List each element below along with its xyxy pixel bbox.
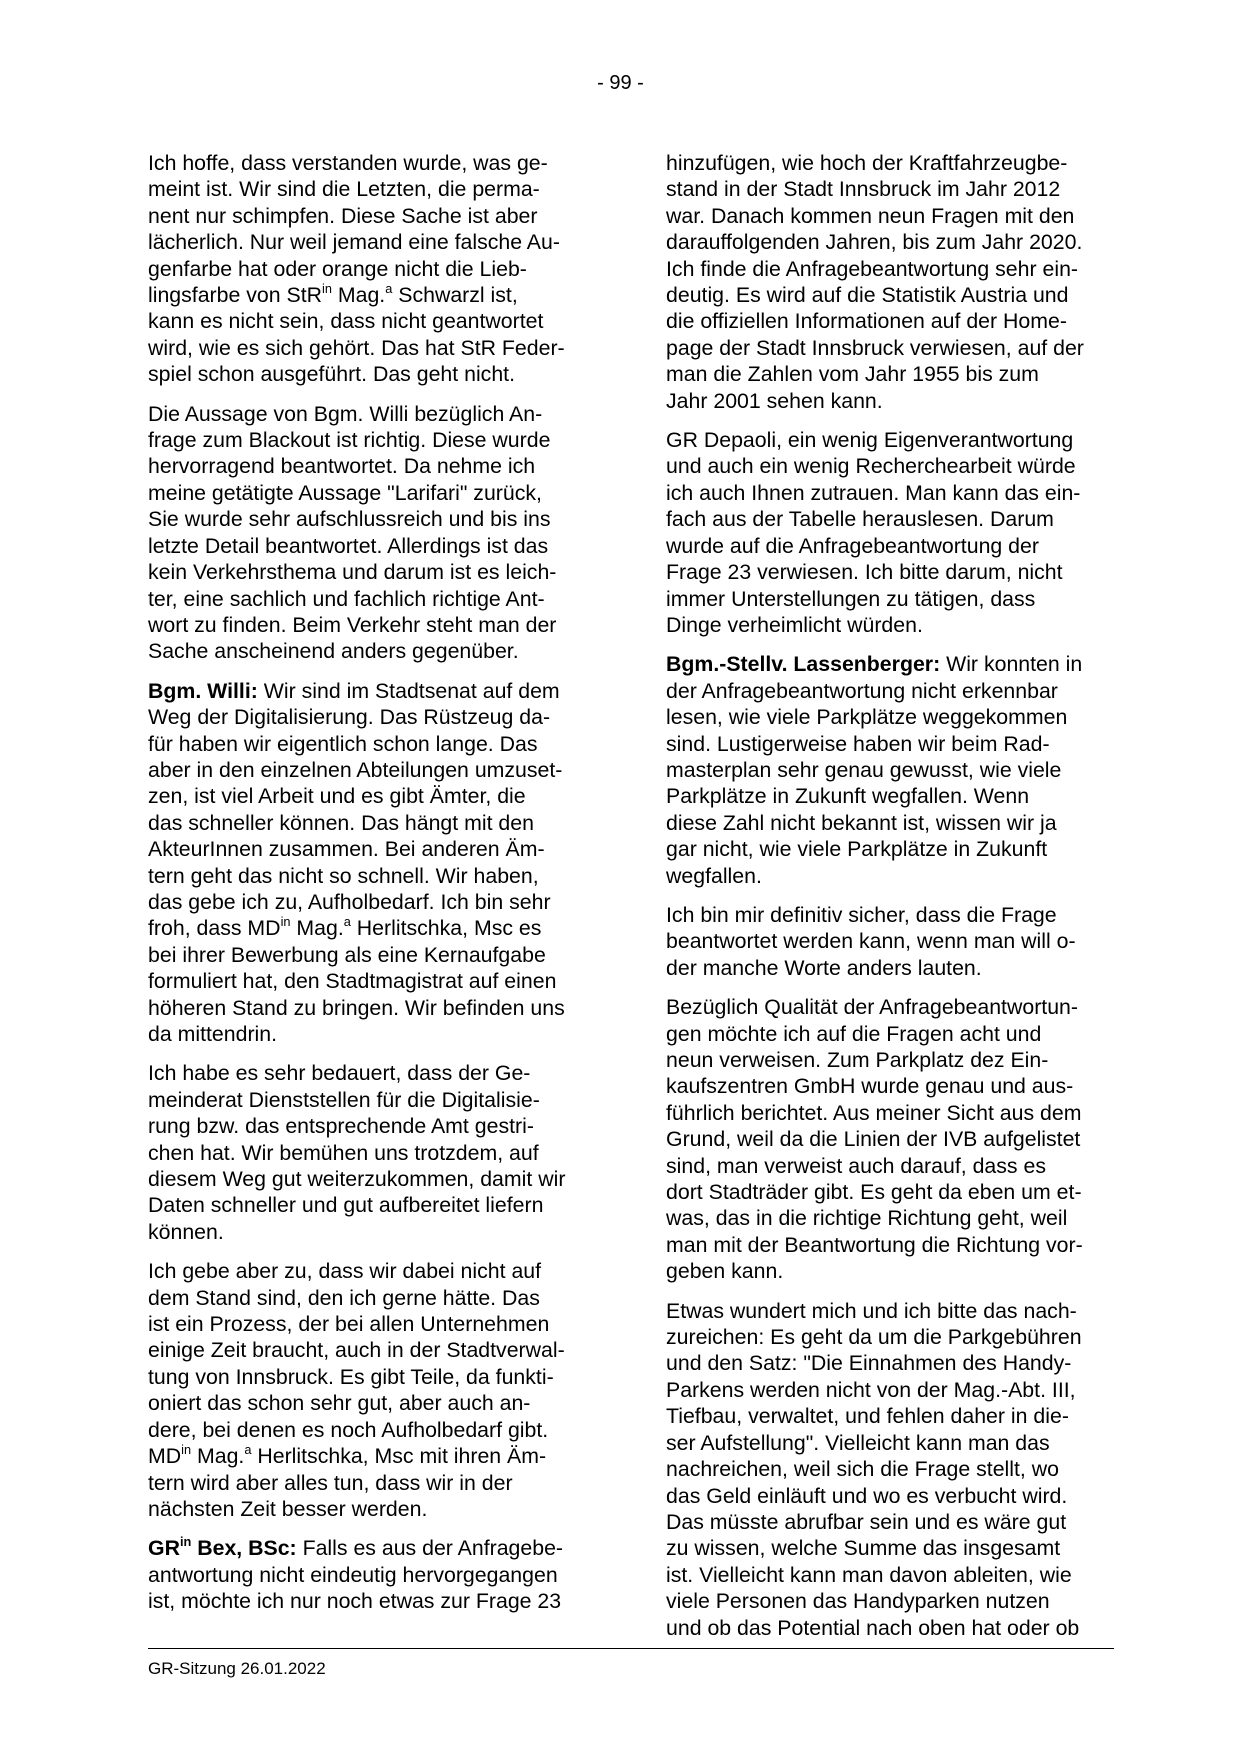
text-run: Herlitschka, Msc es: [350, 916, 542, 941]
text-run: was, das in die richtige Richtung geht, weil: [666, 1206, 1068, 1231]
right-column: [666, 150, 1114, 1654]
text-run: diesem Weg gut weiterzukommen, damit wir: [148, 1167, 566, 1192]
text-run: bei ihrer Bewerbung als eine Kernaufgabe: [148, 942, 546, 967]
text-run: tern wird aber alles tun, dass wir in der: [148, 1470, 513, 1495]
superscript: in: [322, 280, 332, 296]
text-run: darauffolgenden Jahren, bis zum Jahr 2020.: [666, 230, 1083, 255]
paragraph: [148, 678, 596, 1048]
paragraph: [148, 1258, 596, 1522]
text-run: frage zum Blackout ist richtig. Diese wurde: [148, 428, 551, 453]
text-run: Weg der Digitalisierung. Das Rüstzeug da-: [148, 705, 551, 730]
text-run: oniert das schon sehr gut, aber auch an-: [148, 1391, 531, 1416]
text-run: können.: [148, 1219, 224, 1244]
superscript: a: [244, 1441, 252, 1457]
text-run: Schwarzl ist,: [392, 283, 518, 308]
text-run: der Anfragebeantwortung nicht erkennbar: [666, 678, 1058, 703]
text-run: Etwas wundert mich und ich bitte das nach-: [666, 1298, 1077, 1323]
text-run: dort Stadträder gibt. Es geht da eben um et-: [666, 1180, 1082, 1205]
text-run: ist ein Prozess, der bei allen Unternehmen: [148, 1312, 550, 1337]
text-run: man die Zahlen vom Jahr 1955 bis zum: [666, 362, 1039, 387]
text-run: Ich hoffe, dass verstanden wurde, was ge-: [148, 151, 548, 175]
text-run: das gebe ich zu, Aufholbedarf. Ich bin sehr: [148, 889, 551, 914]
text-run: führlich berichtet. Aus meiner Sicht aus dem: [666, 1100, 1082, 1125]
text-run: Ich gebe aber zu, dass wir dabei nicht auf: [148, 1259, 542, 1284]
text-run: viele Personen das Handyparken nutzen: [666, 1589, 1050, 1614]
text-run: diese Zahl nicht bekannt ist, wissen wir ja: [666, 810, 1057, 835]
text-run: masterplan sehr genau gewusst, wie viele: [666, 757, 1062, 782]
text-run: Parkens werden nicht von der Mag.-Abt. III,: [666, 1377, 1076, 1402]
text-run: war. Danach kommen neun Fragen mit den: [666, 203, 1075, 228]
text-run: ist. Vielleicht kann man davon ableiten, wie: [666, 1562, 1072, 1587]
text-run: Mag.: [191, 1444, 245, 1469]
paragraph: [148, 401, 596, 665]
text-run: sind. Lustigerweise haben wir beim Rad-: [666, 731, 1050, 756]
text-run: einige Zeit braucht, auch in der Stadtverwal-: [148, 1338, 565, 1363]
text-run: stand in der Stadt Innsbruck im Jahr 2012: [666, 177, 1061, 202]
text-run: formuliert hat, den Stadtmagistrat auf einen: [148, 969, 557, 994]
text-run: letzte Detail beantwortet. Allerdings ist das: [148, 533, 549, 558]
text-run: neun verweisen. Zum Parkplatz dez Ein-: [666, 1048, 1049, 1072]
speaker-superscript: in: [179, 1533, 192, 1549]
paragraph: [148, 150, 596, 388]
text-run: kann es nicht sein, dass nicht geantwortet: [148, 309, 544, 334]
text-run: geben kann.: [666, 1259, 784, 1284]
text-run: Ich bin mir definitiv sicher, dass die Frage: [666, 902, 1057, 927]
text-run: ter, eine sachlich und fachlich richtige Ant-: [148, 586, 545, 611]
text-run: höheren Stand zu bringen. Wir befinden uns: [148, 995, 565, 1020]
text-run: das schneller können. Das hängt mit den: [148, 810, 534, 835]
text-run: wird, wie es sich gehört. Das hat StR Feder-: [148, 335, 565, 360]
text-run: Herlitschka, Msc mit ihren Äm-: [251, 1444, 547, 1469]
text-run: lesen, wie viele Parkplätze weggekommen: [666, 705, 1068, 730]
text-run: man mit der Beantwortung die Richtung vor-: [666, 1232, 1083, 1257]
text-run: deutig. Es wird auf die Statistik Austria und: [666, 283, 1069, 308]
text-run: hinzufügen, wie hoch der Kraftfahrzeugbe-: [666, 151, 1068, 175]
text-run: dem Stand sind, den ich gerne hätte. Das: [148, 1285, 540, 1310]
footer-text: GR-Sitzung 26.01.2022: [148, 1659, 326, 1678]
text-run: Mag.: [331, 283, 386, 308]
text-run: die offiziellen Informationen auf der Home-: [666, 309, 1067, 334]
paragraph: [666, 902, 1114, 981]
text-run: meint ist. Wir sind die Letzten, die perma-: [148, 177, 540, 202]
text-run: wort zu finden. Beim Verkehr steht man der: [148, 612, 557, 637]
text-run: zu wissen, welche Summe das insgesamt: [666, 1536, 1061, 1561]
text-run: aber in den einzelnen Abteilungen umzuset-: [148, 757, 563, 782]
text-run: dere, bei denen es noch Aufholbedarf gibt.: [148, 1417, 549, 1442]
text-run: Frage 23 verwiesen. Ich bitte darum, nicht: [666, 560, 1063, 585]
text-run: kaufszentren GmbH wurde genau und aus-: [666, 1074, 1074, 1099]
speaker-name: Bgm. Willi:: [148, 678, 258, 703]
text-run: chen hat. Wir bemühen uns trotzdem, auf: [148, 1140, 539, 1165]
text-run: sind, man verweist auch darauf, dass es: [666, 1153, 1046, 1178]
speaker-name: Bgm.-Stellv. Lassenberger:: [666, 652, 941, 677]
text-run: gar nicht, wie viele Parkplätze in Zukunft: [666, 837, 1048, 862]
paragraph: [666, 150, 1114, 414]
text-run: tung von Innsbruck. Es gibt Teile, da funkti-: [148, 1364, 554, 1389]
text-run: genfarbe hat oder orange nicht die Lieb-: [148, 256, 527, 281]
text-run: Sache anscheinend anders gegenüber.: [148, 639, 519, 664]
text-run: Wir konnten in: [940, 652, 1083, 677]
text-run: wegfallen.: [666, 863, 762, 888]
text-run: Grund, weil da die Linien der IVB aufgelistet: [666, 1127, 1081, 1152]
superscript: in: [280, 914, 291, 930]
text-run: AkteurInnen zusammen. Bei anderen Äm-: [148, 837, 545, 862]
page-number: - 99 -: [597, 72, 644, 94]
text-run: nächsten Zeit besser werden.: [148, 1496, 428, 1521]
superscript: a: [343, 914, 351, 930]
text-run: Tiefbau, verwaltet, und fehlen daher in die-: [666, 1404, 1069, 1429]
text-run: und den Satz: "Die Einnahmen des Handy-: [666, 1351, 1072, 1376]
speaker-name: GR: [148, 1536, 180, 1561]
text-run: immer Unterstellungen zu tätigen, dass: [666, 586, 1036, 611]
paragraph: [148, 1060, 596, 1245]
text-run: Dinge verheimlicht würden.: [666, 612, 923, 637]
text-run: Mag.: [290, 916, 344, 941]
text-run: und ob das Potential nach oben hat oder ob: [666, 1615, 1080, 1640]
text-run: wurde auf die Anfragebeantwortung der: [666, 533, 1039, 558]
paragraph: [666, 1298, 1114, 1641]
text-run: Jahr 2001 sehen kann.: [666, 388, 883, 413]
text-run: der manche Worte anders lauten.: [666, 955, 982, 980]
text-run: Wir sind im Stadtsenat auf dem: [257, 678, 560, 703]
text-run: Ich habe es sehr bedauert, dass der Ge-: [148, 1061, 531, 1086]
superscript: in: [181, 1441, 192, 1457]
text-run: lingsfarbe von StR: [148, 283, 323, 308]
text-run: spiel schon ausgeführt. Das geht nicht.: [148, 362, 515, 387]
text-run: ser Aufstellung". Vielleicht kann man das: [666, 1430, 1050, 1455]
text-run: rung bzw. das entsprechende Amt gestri-: [148, 1114, 534, 1139]
text-run: das Geld einläuft und wo es verbucht wird.: [666, 1483, 1068, 1508]
paragraph: [666, 994, 1114, 1284]
text-run: Die Aussage von Bgm. Willi bezüglich An-: [148, 401, 543, 426]
paragraph: [148, 1535, 596, 1614]
text-run: Falls es aus der Anfragebe-: [296, 1536, 564, 1561]
footer-rule: [148, 1648, 1114, 1649]
text-run: gen möchte ich auf die Fragen acht und: [666, 1021, 1042, 1046]
text-run: Parkplätze in Zukunft wegfallen. Wenn: [666, 784, 1030, 809]
text-run: antwortung nicht eindeutig hervorgegangen: [148, 1562, 558, 1587]
text-run: kein Verkehrsthema und darum ist es leich-: [148, 560, 557, 585]
text-run: Bezüglich Qualität der Anfragebeantwortun-: [666, 995, 1078, 1020]
text-run: Sie wurde sehr aufschlussreich und bis ins: [148, 507, 551, 532]
text-run: meine getätigte Aussage "Larifari" zurück,: [148, 480, 542, 505]
text-run: MD: [148, 1444, 182, 1469]
speaker-name: Bex, BSc:: [191, 1536, 297, 1561]
text-run: beantwortet werden kann, wenn man will o-: [666, 929, 1076, 954]
paragraph: [666, 651, 1114, 889]
text-run: da mittendrin.: [148, 1022, 278, 1046]
text-run: GR Depaoli, ein wenig Eigenverantwortung: [666, 428, 1074, 453]
text-run: nachreichen, weil sich die Frage stellt, wo: [666, 1457, 1059, 1482]
text-run: fach aus der Tabelle herauslesen. Darum: [666, 507, 1054, 532]
text-run: page der Stadt Innsbruck verwiesen, auf der: [666, 335, 1084, 360]
paragraph: [666, 427, 1114, 638]
superscript: a: [385, 280, 393, 296]
text-run: ist, möchte ich nur noch etwas zur Frage 23: [148, 1589, 562, 1614]
text-run: Daten schneller und gut aufbereitet liefern: [148, 1193, 544, 1218]
text-run: lächerlich. Nur weil jemand eine falsche Au-: [148, 230, 560, 255]
text-run: und auch ein wenig Recherchearbeit würde: [666, 454, 1076, 479]
text-run: Ich finde die Anfragebeantwortung sehr ein-: [666, 256, 1079, 281]
text-run: zen, ist viel Arbeit und es gibt Ämter, die: [148, 784, 526, 809]
text-run: für haben wir eigentlich schon lange. Das: [148, 731, 538, 756]
text-run: tern geht das nicht so schnell. Wir haben,: [148, 863, 539, 888]
text-run: meinderat Dienststellen für die Digitalisie-: [148, 1087, 540, 1112]
text-run: froh, dass MD: [148, 916, 281, 941]
text-run: nent nur schimpfen. Diese Sache ist aber: [148, 203, 538, 228]
text-run: ich auch Ihnen zutrauen. Man kann das ein-: [666, 480, 1081, 505]
text-run: Das müsste abrufbar sein und es wäre gut: [666, 1509, 1067, 1534]
text-run: zureichen: Es geht da um die Parkgebühren: [666, 1325, 1082, 1350]
left-column: [148, 150, 596, 1628]
text-run: hervorragend beantwortet. Da nehme ich: [148, 454, 536, 479]
